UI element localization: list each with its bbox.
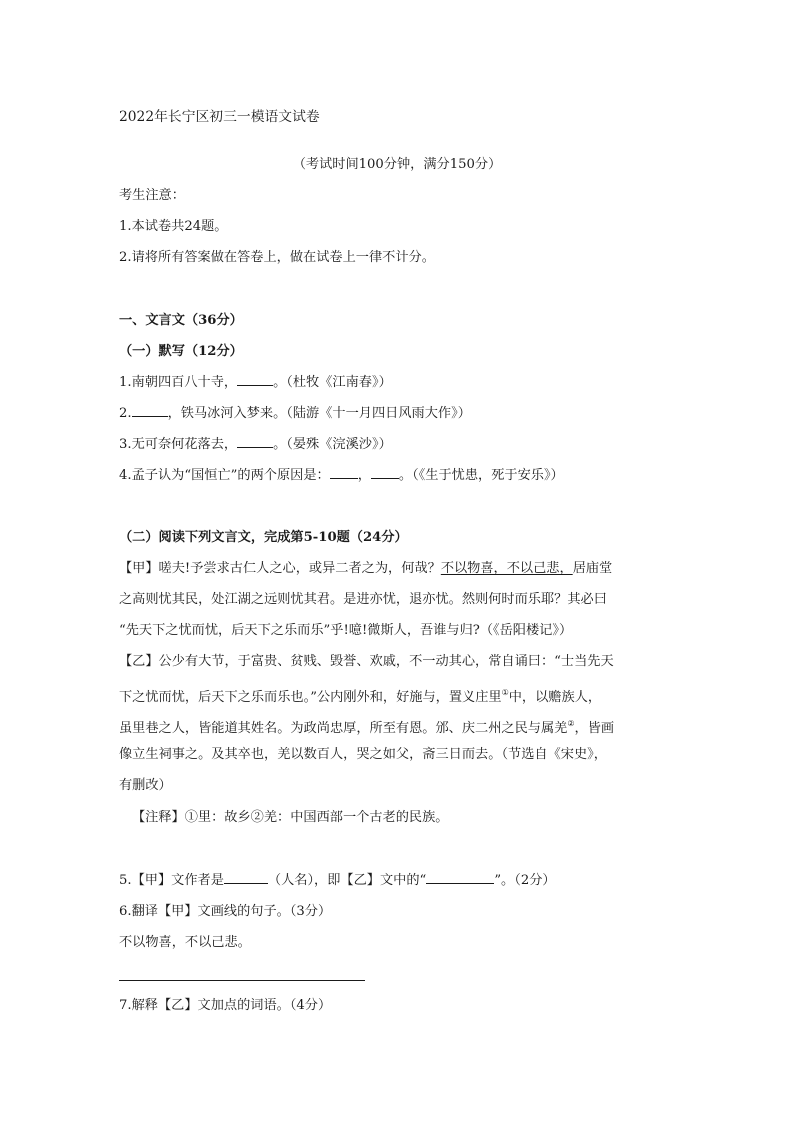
passage-yi-text: ，皆画 (574, 721, 615, 736)
answer-blank (426, 871, 494, 884)
passage-jia-line-1 (119, 559, 612, 579)
answer-blank (237, 373, 273, 386)
question-4-comma: ， (357, 468, 371, 483)
passage-yi-line-3 (119, 714, 614, 739)
passage-jia-text: 居庙堂 (572, 561, 613, 576)
question-4-source: 。（《生于忧患，死于安乐》） (398, 468, 564, 483)
answer-blank (132, 404, 168, 417)
exam-info: （考试时间100分钟，满分150分） (292, 157, 502, 172)
notice-heading: 考生注意： (119, 188, 185, 203)
question-5-text: （人名），即【乙】文中的“ (267, 873, 427, 888)
part1-heading: （一）默写（12分） (119, 344, 243, 359)
passage-yi-text: 中，以赡族人， (508, 690, 602, 705)
passage-yi-line-5: 有删改） (119, 778, 172, 793)
question-5-text: 5.【甲】文作者是 (119, 873, 224, 888)
answer-blank (224, 871, 268, 884)
footnote-marker: ① (501, 688, 509, 697)
answer-blank (237, 435, 273, 448)
question-4 (119, 466, 564, 486)
passage-jia-text: 【甲】嗟夫!予尝求古仁人之心，或异二者之为，何哉？ (119, 561, 441, 576)
question-6-sentence: 不以物喜，不以己悲。 (119, 935, 251, 950)
passage-yi-line-2 (119, 683, 601, 708)
part2-heading: （二）阅读下列文言文，完成第5-10题（24分） (119, 530, 408, 545)
passage-yi-line-4: 像立生祠事之。及其卒也，羌以数百人，哭之如父，斋三日而去。（节选自《宋史》， (119, 747, 607, 762)
question-6: 6.翻译【甲】文画线的句子。（3分） (119, 904, 332, 919)
annotation-note: 【注释】①里：故乡②羌：中国西部一个古老的民族。 (132, 810, 449, 825)
question-2-text: 2. (119, 406, 132, 421)
notice-item-2: 2.请将所有答案做在答卷上，做在试卷上一律不计分。 (119, 250, 435, 265)
answer-line (119, 980, 365, 981)
section-heading: 一、文言文（36分） (119, 313, 243, 328)
question-3 (119, 435, 392, 455)
footnote-marker: ② (567, 719, 575, 728)
passage-yi-line-1: 【乙】公少有大节，于富贵、贫贱、毁誉、欢戚，不一动其心，常自诵曰：“士当先天 (119, 654, 614, 669)
passage-yi-text: 虽里巷之人，皆能道其姓名。为政尚忠厚，所至有恩。邠、庆二州之民与属羌 (119, 721, 568, 736)
exam-title: 2022年长宁区初三一模语文试卷 (119, 109, 320, 125)
underlined-sentence: 不以物喜，不以己悲， (440, 561, 573, 576)
question-3-source: 。（晏殊《浣溪沙》） (273, 437, 392, 452)
question-4-text: 4.孟子认为“国恒亡”的两个原因是： (119, 468, 330, 483)
question-1-text: 1.南朝四百八十寺， (119, 375, 238, 390)
question-7: 7.解释【乙】文加点的词语。（4分） (119, 998, 332, 1013)
answer-blank (371, 466, 399, 479)
answer-blank (330, 466, 358, 479)
question-5 (119, 871, 556, 891)
question-2 (119, 404, 471, 424)
question-1-source: 。（杜牧《江南春》） (273, 375, 392, 390)
question-2-source: ，铁马冰河入梦来。（陆游《十一月四日风雨大作》） (167, 406, 471, 421)
passage-jia-line-3: “先天下之忧而忧，后天下之乐而乐”乎!噫!微斯人，吾谁与归?（《岳阳楼记》） (119, 623, 573, 638)
notice-item-1: 1.本试卷共24题。 (119, 219, 228, 234)
question-5-text: ”。（2分） (494, 873, 556, 888)
question-3-text: 3.无可奈何花落去， (119, 437, 238, 452)
passage-jia-line-2: 之高则忧其民，处江湖之远则忧其君。是进亦忧，退亦忧。然则何时而乐耶？其必曰 (119, 592, 607, 607)
passage-yi-text: 下之忧而忧，后天下之乐而乐也。”公内刚外和，好施与，置义庄里 (119, 690, 502, 705)
question-1 (119, 373, 392, 393)
